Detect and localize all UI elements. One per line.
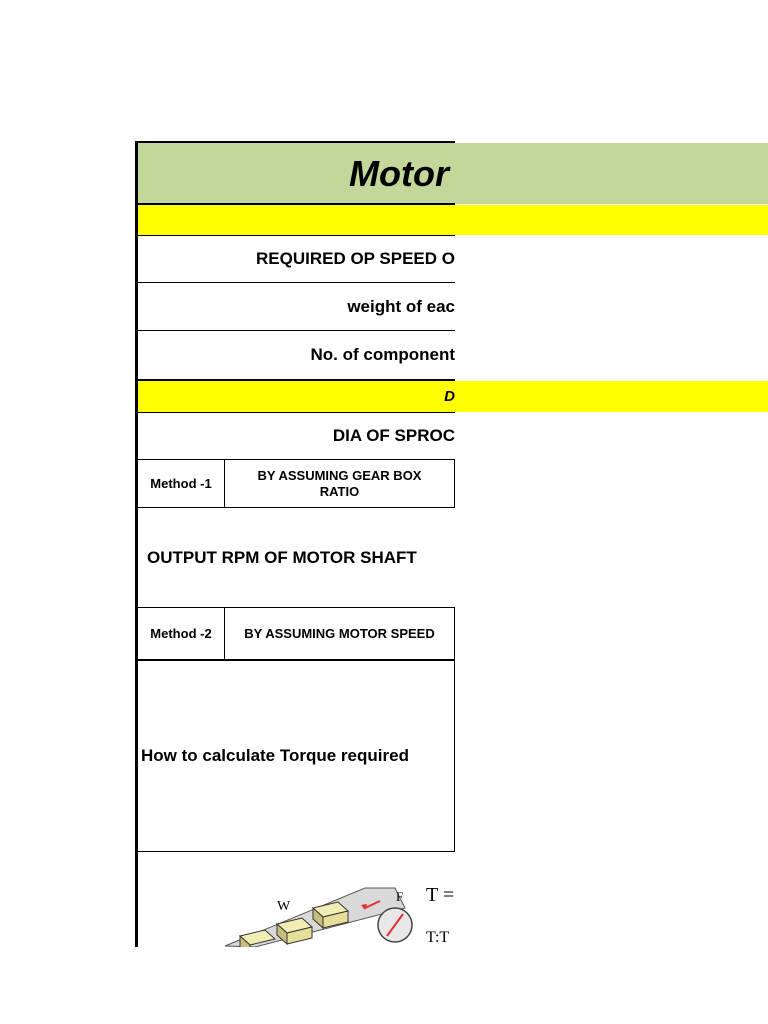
divider [454,608,455,659]
method-2-description: BY ASSUMING MOTOR SPEED [244,626,435,641]
section-label: D [444,388,455,405]
required-speed-label: REQUIRED OP SPEED O [255,249,455,268]
output-rpm-label: OUTPUT RPM OF MOTOR SHAFT [147,547,417,567]
torque-formula: T = [426,884,455,906]
components-label: No. of component [310,345,455,364]
divider [454,661,455,851]
method-1-description [225,460,454,507]
force-symbol: F [396,889,404,904]
weight-symbol: W [277,899,291,914]
conveyor-diagram [215,868,455,947]
weight-label: weight of eac [347,296,455,316]
method-2-label: Method -2 [150,626,212,641]
torque-label: How to calculate Torque required [141,746,409,765]
method-1-desc-line2: RATIO [319,483,360,499]
divider [135,851,455,852]
method-1-desc-line1: BY ASSUMING GEAR BOX [257,467,422,483]
torque-formula-line2: T:T [426,929,450,946]
sprocket-dia-label: DIA OF SPROC [332,426,455,445]
method-1-label: Method -1 [150,476,212,491]
highlight-row [138,205,768,235]
sheet-title: Motor [349,152,449,194]
divider [454,460,455,507]
